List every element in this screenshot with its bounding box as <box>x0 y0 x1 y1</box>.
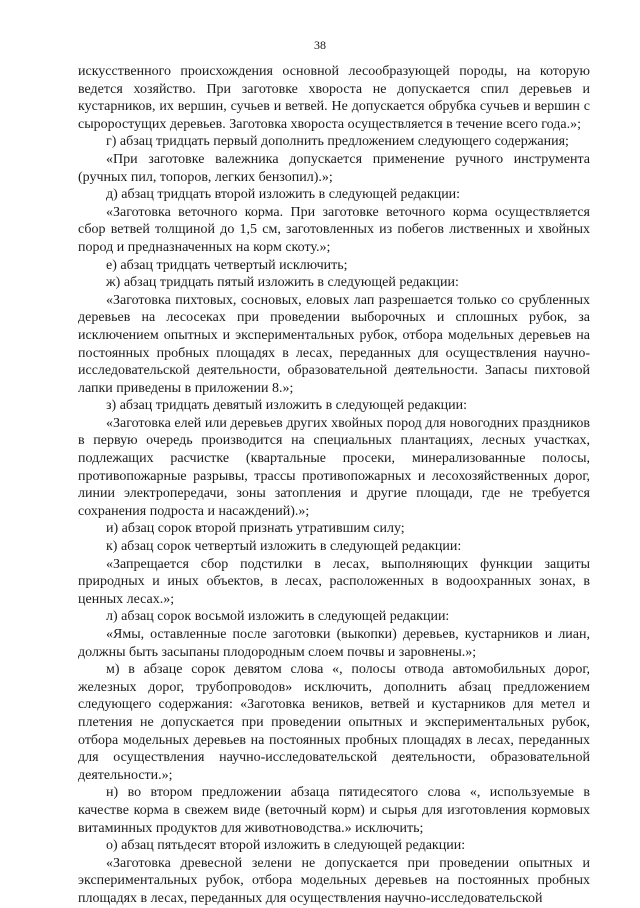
amendment-item-k: к) абзац сорок четвертый изложить в следующей редакции: <box>106 539 462 555</box>
document-body <box>78 63 590 908</box>
amendment-item-d: д) абзац тридцать второй изложить в следующей редакции: <box>106 187 461 203</box>
quoted-text: «Заготовка пихтовых, сосновых, еловых лап разрешается только со срубленных деревьев на лесосеках при проведении выборочных и сплошных рубок, за исключением опытных и экспериментальных рубок, отбора модельных деревьев на постоянных пробных площадях в лесах, переданных для осуществления научно-исследовательской деятельности, образовательной деятельности. Запасы пихтовой лапки приведены в приложении 8.»; <box>78 292 590 396</box>
amendment-item-e: е) абзац тридцать четвертый исключить; <box>106 257 348 273</box>
amendment-item-n: н) во втором предложении абзаца пятидесятого слова «, используемые в качестве корма в свежем виде (веточный корм) и сырья для изготовления кормовых витаминных продуктов для животноводства.» исключить; <box>78 785 590 836</box>
quoted-text: «Ямы, оставленные после заготовки (выкопки) деревьев, кустарников и лиан, должны быть засыпаны плодородным слоем почвы и заровнены.»; <box>78 627 590 660</box>
amendment-item-g: г) абзац тридцать первый дополнить предложением следующего содержания; <box>106 134 569 150</box>
quoted-text: «Запрещается сбор подстилки в лесах, выполняющих функции защиты природных и иных объектов, в лесах, расположенных в водоохранных зонах, в ценных лесах.»; <box>78 556 590 607</box>
quoted-text: «При заготовке валежника допускается применение ручного инструмента (ручных пил, топоров, легких бензопил).»; <box>78 151 590 185</box>
amendment-item-l: л) абзац сорок восьмой изложить в следующей редакции: <box>106 609 450 625</box>
amendment-item-zh: ж) абзац тридцать пятый изложить в следующей редакции: <box>106 275 459 291</box>
page-number: 38 <box>314 38 326 52</box>
quoted-text: «Заготовка древесной зелени не допускается при проведении опытных и экспериментальных рубок, отбора модельных деревьев на постоянных пробных площадях в лесах, переданных для осуществления научно-исследовательской <box>78 855 590 906</box>
amendment-item-o: о) абзац пятьдесят второй изложить в следующей редакции: <box>106 838 466 854</box>
amendment-item-m: м) в абзаце сорок девятом слова «, полосы отвода автомобильных дорог, железных дорог, трубопроводов» исключить, дополнить абзац предложением следующего содержания: «Заготовка веников, ветвей и кустарников для метел и плетения не допускается при проведении опытных и экспериментальных рубок, отбора модельных деревьев на постоянных пробных площадях в лесах, переданных для осуществления научно-исследовательской деятельности, образовательной деятельности.»; <box>78 662 590 783</box>
quoted-text: «Заготовка веточного корма. При заготовке веточного корма осуществляется сбор ветвей толщиной до 1,5 см, заготовленных из побегов лиственных и хвойных пород и предназначенных на корм скоту.»; <box>78 204 590 255</box>
amendment-item-i: и) абзац сорок второй признать утратившим силу; <box>106 521 405 537</box>
quoted-text: «Заготовка елей или деревьев других хвойных пород для новогодних праздников в первую очередь производится на специальных плантациях, лесных участках, подлежащих расчистке (квартальные просеки, минерализованные полосы, противопожарные разрывы, трассы противопожарных и лесохозяйственных дорог, линии электропередачи, зоны затопления и другие площади, где не требуется сохранения подроста и насаждений).»; <box>78 415 590 519</box>
paragraph-continuation: искусственного происхождения основной лесообразующей породы, на которую ведется хозяйство. При заготовке хвороста не допускается спил деревьев и кустарников, их вершин, сучьев и ветвей. Не допускается обрубка сучьев и вершин с сыроростущих деревьев. Заготовка хвороста осуществляется в течение всего года.»; <box>78 64 590 132</box>
amendment-item-z: з) абзац тридцать девятый изложить в следующей редакции: <box>106 398 468 414</box>
